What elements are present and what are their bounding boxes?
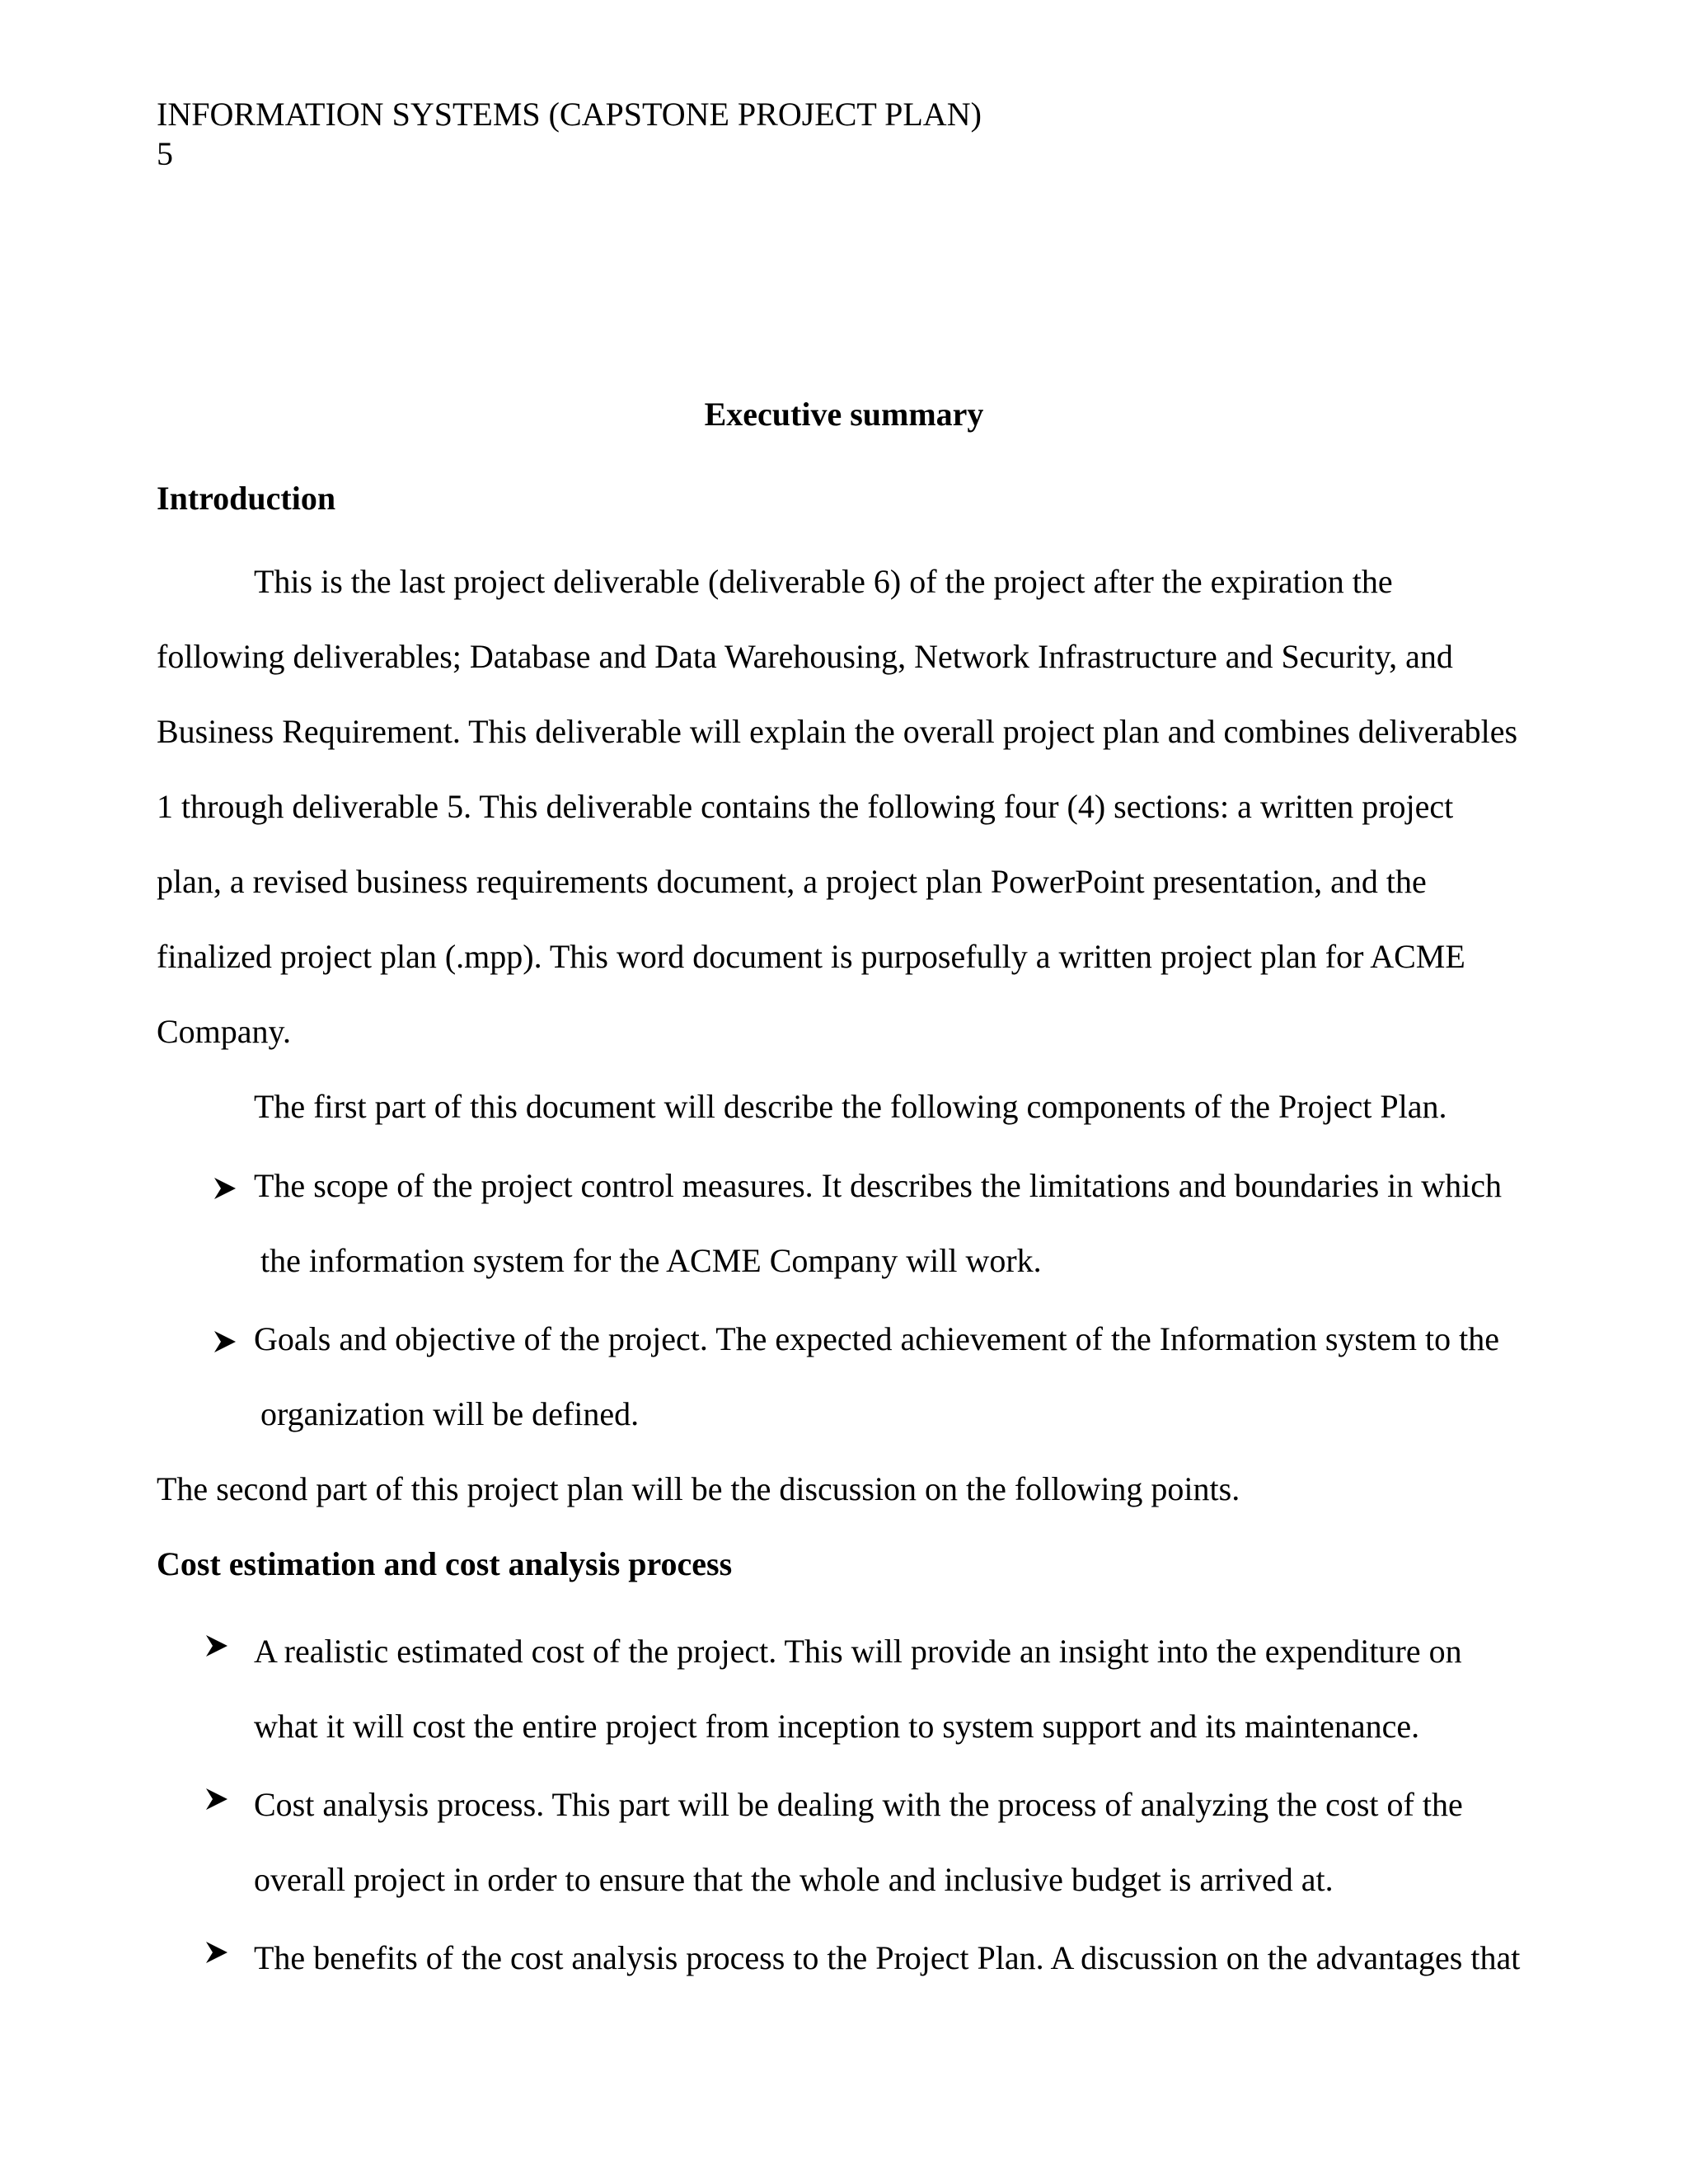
cost-bullet-1-line-1: A realistic estimated cost of the project. This will provide an insight into the expenditure on: [254, 1633, 1462, 1670]
heading-cost-estimation: Cost estimation and cost analysis process: [157, 1545, 733, 1582]
intro-bullet-1-line-2: the information system for the ACME Company will work.: [260, 1242, 1042, 1279]
page-number: 5: [157, 135, 173, 172]
intro-paragraph-line: Business Requirement. This deliverable will explain the overall project plan and combines deliverables: [157, 713, 1518, 750]
document-title: Executive summary: [704, 396, 984, 433]
cost-bullet-2-line-2: overall project in order to ensure that the whole and inclusive budget is arrived at.: [254, 1861, 1334, 1898]
intro-paragraph-line: plan, a revised business requirements document, a project plan PowerPoint presentation, and the: [157, 863, 1427, 900]
arrowhead-bullet-icon: [204, 1633, 229, 1658]
running-head: INFORMATION SYSTEMS (CAPSTONE PROJECT PLAN): [157, 96, 982, 133]
cost-bullet-3-line-1: The benefits of the cost analysis process to the Project Plan. A discussion on the advantages that: [254, 1939, 1521, 1976]
intro-paragraph-2: The first part of this document will describe the following components of the Project Plan.: [254, 1088, 1447, 1125]
intro-bullet-1-line-1: The scope of the project control measures. It describes the limitations and boundaries in which: [254, 1167, 1503, 1204]
intro-paragraph-line: Company.: [157, 1013, 291, 1050]
intro-paragraph-line: following deliverables; Database and Data Warehousing, Network Infrastructure and Security, and: [157, 638, 1453, 675]
intro-bullet-2-line-1: Goals and objective of the project. The expected achievement of the Information system to the: [254, 1320, 1499, 1357]
arrowhead-bullet-icon: [204, 1940, 229, 1965]
cost-bullet-1-line-2: what it will cost the entire project from inception to system support and its maintenance.: [254, 1708, 1420, 1745]
cost-bullet-2-line-1: Cost analysis process. This part will be dealing with the process of analyzing the cost of the: [254, 1786, 1463, 1823]
intro-paragraph-3: The second part of this project plan will be the discussion on the following points.: [157, 1470, 1240, 1507]
intro-paragraph-line: This is the last project deliverable (deliverable 6) of the project after the expiration the: [254, 563, 1393, 600]
arrowhead-bullet-icon: [213, 1176, 237, 1201]
intro-paragraph-line: 1 through deliverable 5. This deliverable contains the following four (4) sections: a written project: [157, 788, 1454, 825]
arrowhead-bullet-icon: [204, 1787, 229, 1811]
intro-bullet-2-line-2: organization will be defined.: [260, 1395, 640, 1432]
intro-paragraph-line: finalized project plan (.mpp). This word document is purposefully a written project plan for ACME: [157, 938, 1465, 975]
arrowhead-bullet-icon: [213, 1329, 237, 1354]
heading-introduction: Introduction: [157, 480, 336, 517]
